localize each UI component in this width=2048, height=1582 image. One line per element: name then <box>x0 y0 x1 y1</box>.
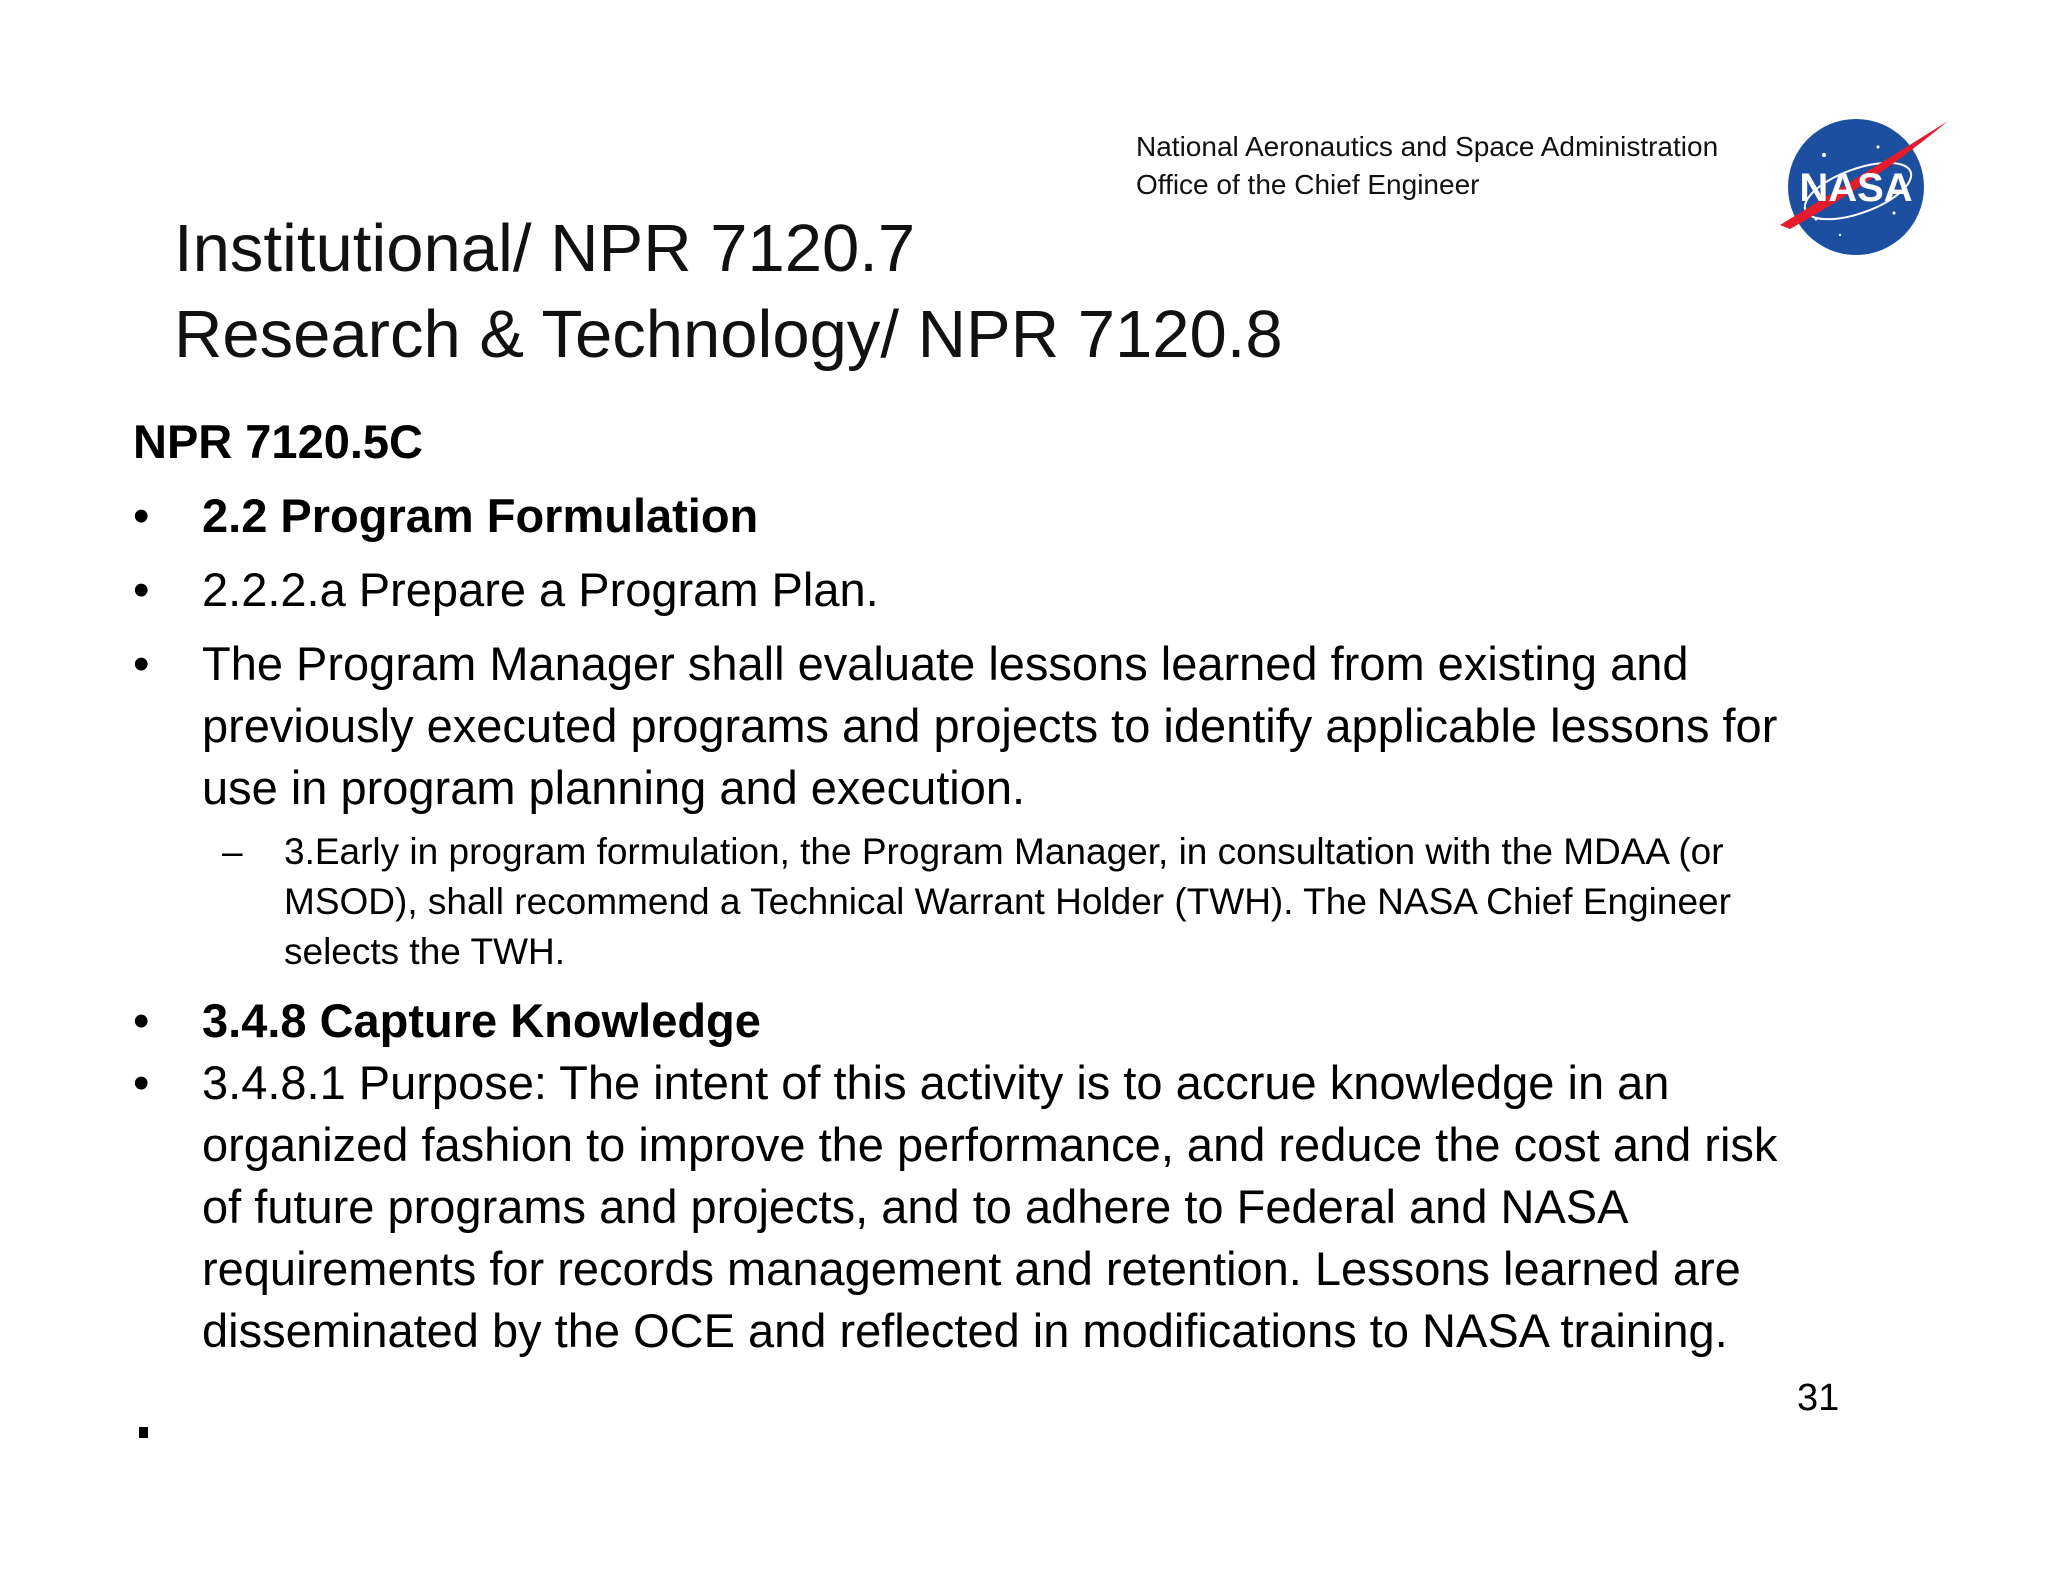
bullet-mark: • <box>133 489 150 542</box>
sub-bullet-text <box>284 827 1731 977</box>
bullet-text <box>202 559 879 621</box>
slide-title <box>174 206 1283 378</box>
bullet-line: organized fashion to improve the performance, and reduce the cost and risk <box>202 1118 1778 1171</box>
sub-bullet-line: 3.Early in program formulation, the Program Manager, in consultation with the MDAA (or <box>284 831 1724 872</box>
page-number: 31 <box>1797 1377 1840 1419</box>
bullet-text <box>202 990 761 1052</box>
bullet-line: 2.2.2.a Prepare a Program Plan. <box>202 563 879 616</box>
stray-bullet-mark <box>139 1427 148 1438</box>
dash-mark: – <box>222 831 243 872</box>
office-name: Office of the Chief Engineer <box>1136 169 1480 200</box>
bullet-line: previously executed programs and projects to identify applicable lessons for <box>202 699 1778 752</box>
logo-wordmark: NASA <box>1799 166 1913 210</box>
bullet-line: requirements for records management and retention. Lessons learned are <box>202 1242 1741 1295</box>
header-organization <box>1136 128 1718 204</box>
bullet-mark: • <box>133 563 150 616</box>
sub-bullet-line: selects the TWH. <box>284 931 566 972</box>
bullet-mark: • <box>133 637 150 690</box>
bullet-line: 2.2 Program Formulation <box>202 489 759 542</box>
bullet-line: 3.4.8 Capture Knowledge <box>202 994 761 1047</box>
bullet-line: disseminated by the OCE and reflected in modifications to NASA training. <box>202 1304 1728 1357</box>
bullet-text <box>202 485 758 547</box>
bullet-line: use in program planning and execution. <box>202 761 1026 814</box>
bullet-line: of future programs and projects, and to adhere to Federal and NASA <box>202 1180 1629 1233</box>
bullet-line: 3.4.8.1 Purpose: The intent of this activity is to accrue knowledge in an <box>202 1056 1670 1109</box>
bullet-mark: • <box>133 1056 150 1109</box>
bullet-text <box>202 633 1777 819</box>
sub-bullet-line: MSOD), shall recommend a Technical Warrant Holder (TWH). The NASA Chief Engineer <box>284 881 1731 922</box>
title-line-2: Research & Technology/ NPR 7120.8 <box>174 297 1283 372</box>
org-name: National Aeronautics and Space Administration <box>1136 131 1719 162</box>
title-line-1: Institutional/ NPR 7120.7 <box>174 211 916 286</box>
bullet-text <box>202 1052 1777 1362</box>
nasa-logo <box>1776 115 1952 263</box>
bullet-mark: • <box>133 994 150 1047</box>
section-heading: NPR 7120.5C <box>133 415 423 468</box>
bullet-line: The Program Manager shall evaluate lessons learned from existing and <box>202 637 1689 690</box>
